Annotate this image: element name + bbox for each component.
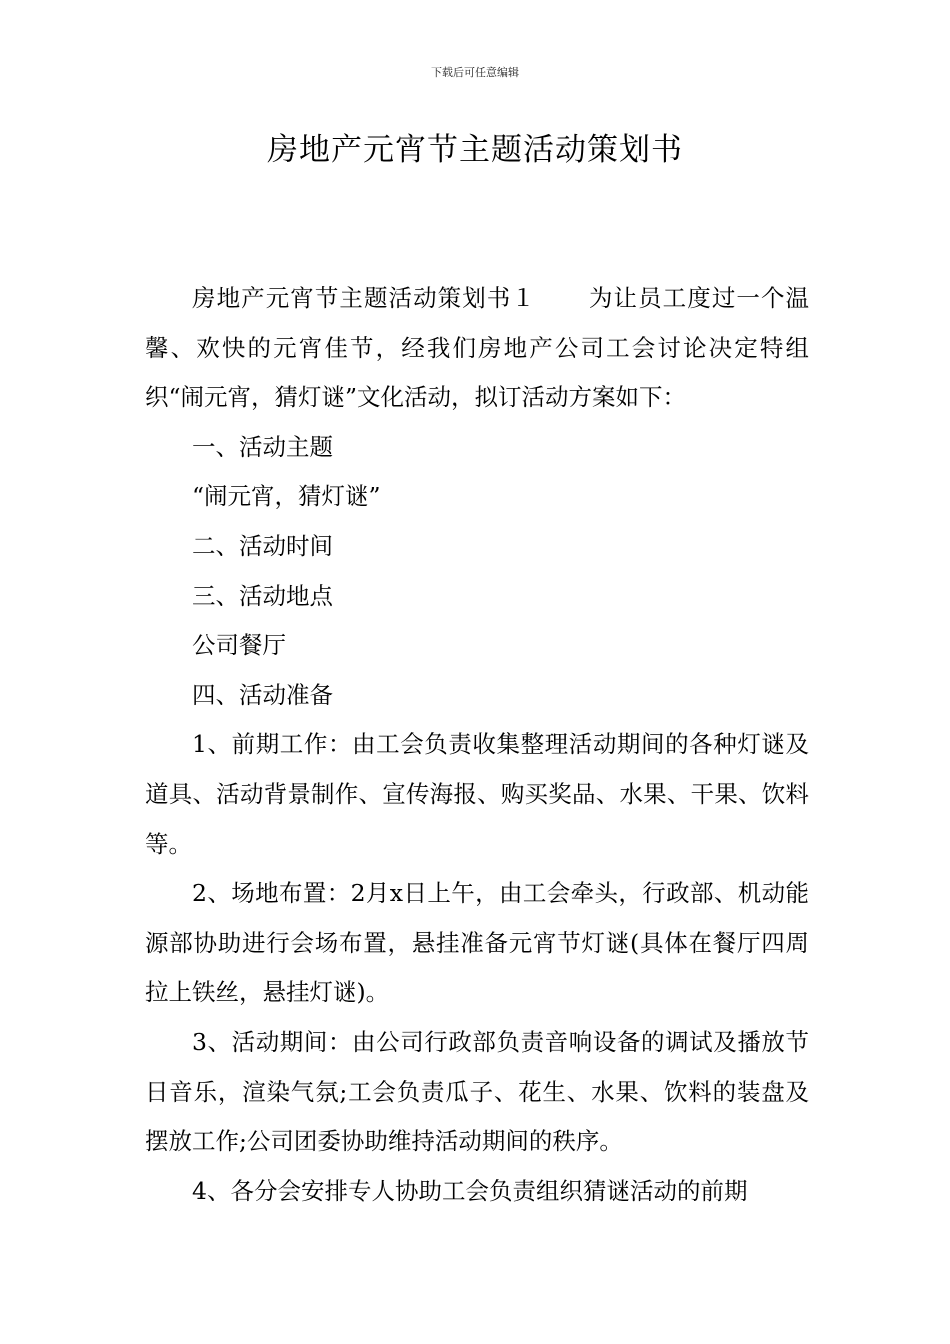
- section-heading-theme: 一、活动主题: [192, 432, 333, 461]
- preparation-item-4: 4、各分会安排专人协助工会负责组织猜谜活动的前期: [192, 1176, 748, 1205]
- intro-lead: 房地产元宵节主题活动策划书１: [192, 284, 536, 312]
- header-note: 下载后可任意编辑: [431, 66, 519, 79]
- section-heading-time: 二、活动时间: [192, 531, 333, 560]
- document-body: [145, 274, 809, 1216]
- intro-text: 为让员工度过一个温馨、欢快的元宵佳节，经我们房地产公司工会讨论决定特组织“闹元宵，猜灯谜”文化活动，拟订活动方案如下：: [145, 284, 810, 412]
- section-heading-location: 三、活动地点: [192, 581, 333, 610]
- preparation-item-1: 1、前期工作：由工会负责收集整理活动期间的各种灯谜及道具、活动背景制作、宣传海报、购买奖品、水果、干果、饮料等。: [145, 730, 809, 858]
- document-title: 房地产元宵节主题活动策划书: [267, 132, 683, 168]
- location-text: 公司餐厅: [192, 631, 286, 660]
- section-heading-preparation: 四、活动准备: [192, 680, 333, 709]
- theme-text: “闹元宵，猜灯谜”: [192, 482, 381, 511]
- intro-paragraph: [145, 274, 809, 423]
- preparation-item-2: 2、场地布置：2月x日上午，由工会牵头，行政部、机动能源部协助进行会场布置，悬挂准备元宵节灯谜(具体在餐厅四周拉上铁丝，悬挂灯谜)。: [145, 879, 809, 1007]
- preparation-item-3: 3、活动期间：由公司行政部负责音响设备的调试及播放节日音乐，渲染气氛;工会负责瓜子、花生、水果、饮料的装盘及摆放工作;公司团委协助维持活动期间的秩序。: [145, 1027, 809, 1156]
